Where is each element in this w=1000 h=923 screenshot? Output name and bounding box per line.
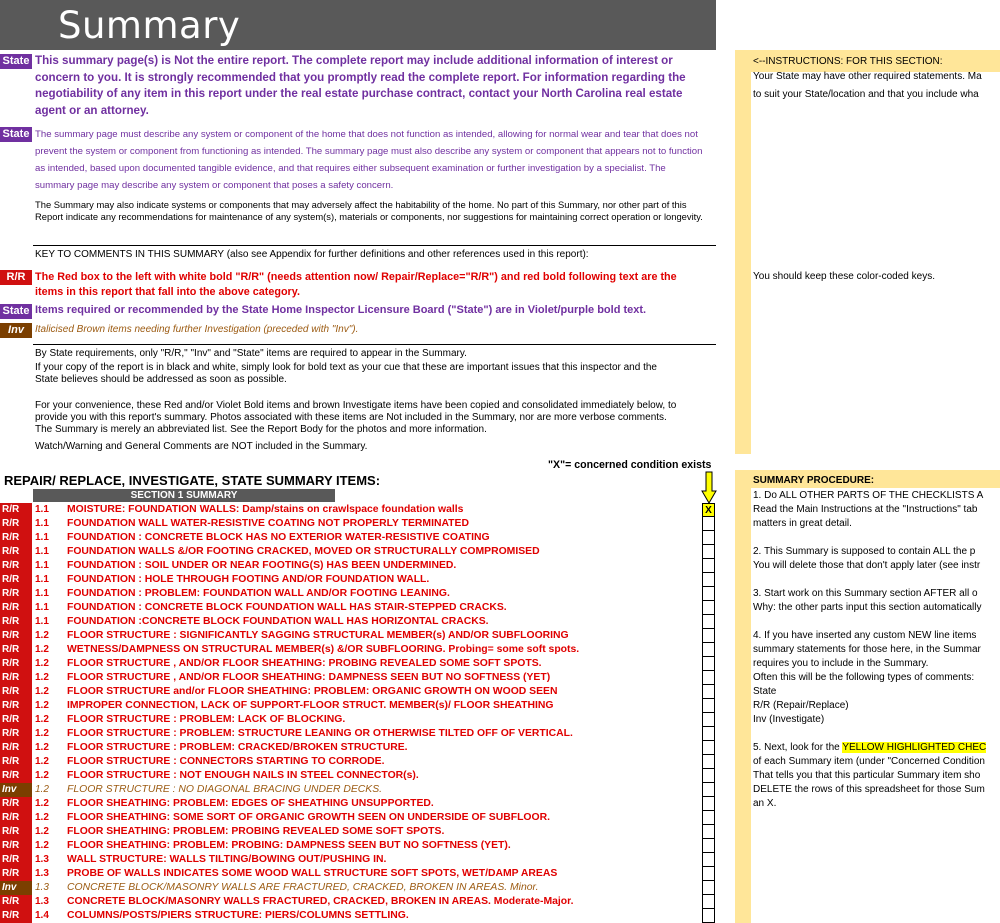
state-requirements: By State requirements, only "R/R," "Inv" and "State" items are required to appear in the Summary.: [35, 348, 467, 359]
row-section-number: 1.2: [35, 672, 49, 683]
row-text: FLOOR STRUCTURE , AND/OR FLOOR SHEATHING: PROBING REVEALED SOME SOFT SPOTS.: [67, 658, 542, 669]
row-section-number: 1.1: [35, 546, 49, 557]
row-text: FOUNDATION : PROBLEM: FOUNDATION WALL AND/OR FOOTING LEANING.: [67, 588, 450, 599]
table-row: [0, 769, 720, 783]
row-tag: R/R: [0, 713, 32, 727]
table-row: [0, 867, 720, 881]
row-tag: R/R: [0, 909, 32, 923]
row-tag: R/R: [0, 797, 32, 811]
table-row: [0, 699, 720, 713]
row-section-number: 1.2: [35, 714, 49, 725]
procedure-line: You will delete those that don't apply later (see instr: [753, 560, 981, 571]
key-state: Items required or recommended by the State Home Inspector Licensure Board ("State") are in Violet/purple bold text.: [35, 304, 647, 316]
row-tag: R/R: [0, 587, 32, 601]
row-section-number: 1.1: [35, 616, 49, 627]
table-row: [0, 559, 720, 573]
instructions-line: to suit your State/location and that you include wha: [753, 89, 979, 100]
row-tag: R/R: [0, 517, 32, 531]
instructions-title: <--INSTRUCTIONS: FOR THIS SECTION:: [753, 56, 943, 67]
yellow-highlight: YELLOW HIGHLIGHTED CHEC: [842, 742, 987, 753]
row-section-number: 1.2: [35, 756, 49, 767]
row-tag: R/R: [0, 629, 32, 643]
row-tag: R/R: [0, 615, 32, 629]
table-row: [0, 825, 720, 839]
row-text: FOUNDATION : CONCRETE BLOCK FOUNDATION WALL HAS STAIR-STEPPED CRACKS.: [67, 602, 507, 613]
concern-checkbox[interactable]: [702, 517, 715, 531]
table-row: [0, 643, 720, 657]
concern-checkbox[interactable]: [702, 629, 715, 643]
row-text: FLOOR SHEATHING: PROBLEM: EDGES OF SHEATHING UNSUPPORTED.: [67, 798, 434, 809]
concern-checkbox[interactable]: [702, 853, 715, 867]
row-section-number: 1.2: [35, 784, 49, 795]
state-tag: State: [0, 304, 32, 319]
row-text: FLOOR STRUCTURE : PROBLEM: STRUCTURE LEANING OR OTHERWISE TILTED OFF OF VERTICAL.: [67, 728, 573, 739]
row-text: MOISTURE: FOUNDATION WALLS: Damp/stains on crawlspace foundation walls: [67, 504, 464, 515]
procedure-line: R/R (Repair/Replace): [753, 700, 849, 711]
x-legend: "X"= concerned condition exists: [548, 459, 712, 471]
row-tag: R/R: [0, 643, 32, 657]
row-section-number: 1.3: [35, 868, 49, 879]
row-text: FLOOR STRUCTURE : PROBLEM: CRACKED/BROKEN STRUCTURE.: [67, 742, 408, 753]
table-row: [0, 783, 720, 797]
row-text: FOUNDATION : CONCRETE BLOCK HAS NO EXTERIOR WATER-RESISTIVE COATING: [67, 532, 490, 543]
table-row: [0, 797, 720, 811]
row-tag: R/R: [0, 755, 32, 769]
summary-heading: REPAIR/ REPLACE, INVESTIGATE, STATE SUMMARY ITEMS:: [4, 473, 381, 488]
table-row: [0, 741, 720, 755]
row-text: FLOOR SHEATHING: PROBLEM: PROBING REVEALED SOME SOFT SPOTS.: [67, 826, 445, 837]
row-section-number: 1.3: [35, 854, 49, 865]
row-section-number: 1.1: [35, 602, 49, 613]
row-text: PROBE OF WALLS INDICATES SOME WOOD WALL STRUCTURE SOFT SPOTS, WET/DAMP AREAS: [67, 868, 558, 879]
row-tag: R/R: [0, 573, 32, 587]
row-section-number: 1.2: [35, 700, 49, 711]
divider: [33, 344, 716, 345]
procedure-line: an X.: [753, 798, 777, 809]
table-row: [0, 517, 720, 531]
table-row: [0, 713, 720, 727]
table-row: [0, 853, 720, 867]
concern-checkbox[interactable]: [702, 713, 715, 727]
row-tag: R/R: [0, 685, 32, 699]
state-tag: State: [0, 54, 32, 69]
concern-checkbox[interactable]: [702, 601, 715, 615]
row-text: FLOOR STRUCTURE : NOT ENOUGH NAILS IN STEEL CONNECTOR(s).: [67, 770, 419, 781]
procedure-line: of each Summary item (under "Concerned Condition: [753, 756, 985, 767]
procedure-line: [753, 741, 1000, 755]
key-inv: Italicised Brown items needing further Investigation (preceded with "Inv").: [35, 324, 359, 335]
concern-checkbox[interactable]: [702, 839, 715, 853]
row-section-number: 1.1: [35, 588, 49, 599]
row-text: FOUNDATION : HOLE THROUGH FOOTING AND/OR FOUNDATION WALL.: [67, 574, 430, 585]
procedure-line: requires you to include in the Summary.: [753, 658, 929, 669]
concern-checkbox[interactable]: [702, 741, 715, 755]
row-text: CONCRETE BLOCK/MASONRY WALLS FRACTURED, CRACKED, BROKEN IN AREAS. Moderate-Major.: [67, 896, 574, 907]
concern-checkbox[interactable]: [702, 615, 715, 629]
concern-checkbox[interactable]: [702, 881, 715, 895]
row-text: FOUNDATION WALL WATER-RESISTIVE COATING NOT PROPERLY TERMINATED: [67, 518, 469, 529]
row-tag: R/R: [0, 671, 32, 685]
row-section-number: 1.2: [35, 770, 49, 781]
row-text: WETNESS/DAMPNESS ON STRUCTURAL MEMBER(s) &/OR SUBFLOORING. Probing= some soft spots.: [67, 644, 580, 655]
concern-checkbox[interactable]: [702, 867, 715, 881]
inv-tag: Inv: [0, 323, 32, 338]
table-row: [0, 629, 720, 643]
concern-checkbox[interactable]: [702, 657, 715, 671]
table-row: [0, 881, 720, 895]
row-section-number: 1.1: [35, 518, 49, 529]
row-text: FLOOR STRUCTURE : CONNECTORS STARTING TO CORRODE.: [67, 756, 385, 767]
row-text: FLOOR STRUCTURE : PROBLEM: LACK OF BLOCKING.: [67, 714, 346, 725]
row-tag: R/R: [0, 741, 32, 755]
procedure-line: matters in great detail.: [753, 518, 852, 529]
row-tag: R/R: [0, 839, 32, 853]
title-bar: [0, 0, 716, 50]
table-row: [0, 657, 720, 671]
table-row: [0, 573, 720, 587]
concern-checkbox[interactable]: [702, 685, 715, 699]
concern-checkbox[interactable]: [702, 783, 715, 797]
row-text: FLOOR SHEATHING: PROBLEM: PROBING: DAMPNESS SEEN BUT NO SOFTNESS (YET).: [67, 840, 511, 851]
table-row: [0, 671, 720, 685]
table-row: [0, 685, 720, 699]
procedure-line: Why: the other parts input this section automatically: [753, 602, 982, 613]
concern-checkbox[interactable]: [702, 895, 715, 909]
procedure-line: That tells you that this particular Summary item sho: [753, 770, 981, 781]
table-row: [0, 503, 720, 517]
row-section-number: 1.2: [35, 630, 49, 641]
row-tag: R/R: [0, 657, 32, 671]
row-section-number: 1.2: [35, 658, 49, 669]
procedure-line: 2. This Summary is supposed to contain ALL the p: [753, 546, 976, 557]
procedure-line-prefix: 5. Next, look for the: [753, 742, 843, 753]
row-tag: R/R: [0, 867, 32, 881]
row-tag: R/R: [0, 769, 32, 783]
row-section-number: 1.4: [35, 910, 49, 921]
concern-checkbox[interactable]: [702, 699, 715, 713]
row-tag: R/R: [0, 531, 32, 545]
down-arrow-icon: [701, 471, 717, 504]
row-section-number: 1.2: [35, 686, 49, 697]
row-section-number: 1.3: [35, 882, 49, 893]
procedure-line: Inv (Investigate): [753, 714, 825, 725]
rr-tag: R/R: [0, 270, 32, 285]
row-section-number: 1.1: [35, 532, 49, 543]
concern-checkbox[interactable]: [702, 671, 715, 685]
row-text: WALL STRUCTURE: WALLS TILTING/BOWING OUT/PUSHING IN.: [67, 854, 387, 865]
row-text: COLUMNS/POSTS/PIERS STRUCTURE: PIERS/COLUMNS SETTLING.: [67, 910, 409, 921]
row-text: CONCRETE BLOCK/MASONRY WALLS ARE FRACTURED, CRACKED, BROKEN IN AREAS. Minor.: [67, 882, 539, 893]
row-tag: R/R: [0, 559, 32, 573]
row-text: FLOOR SHEATHING: SOME SORT OF ORGANIC GROWTH SEEN ON UNDERSIDE OF SUBFLOOR.: [67, 812, 550, 823]
row-tag: R/R: [0, 545, 32, 559]
bw-copy-note: If your copy of the report is in black and white, simply look for bold text as your cue that these are important issues that this inspector and the State believes should be addressed as soon as possible.: [35, 362, 657, 385]
table-row: [0, 601, 720, 615]
watch-warning-note: Watch/Warning and General Comments are NOT included in the Summary.: [35, 441, 368, 452]
table-row: [0, 727, 720, 741]
procedure-line: 4. If you have inserted any custom NEW line items: [753, 630, 977, 641]
row-tag: Inv: [0, 881, 32, 895]
table-row: [0, 895, 720, 909]
intro-state-requirement: The summary page must describe any system or component of the home that does not function as intended, allowing for normal wear and tear that does not prevent the system or component from functioning as intended. The summary page must also describe any system or component that appears not to function as intended, based upon documented tangible evidence, and that requires either subsequent examination or further investigation by a specialist. The summary page may describe any system or component that poses a safety concern.: [35, 129, 703, 191]
procedure-line: Read the Main Instructions at the "Instructions" tab: [753, 504, 978, 515]
concern-checkbox[interactable]: X: [702, 503, 715, 517]
concern-checkbox[interactable]: [702, 769, 715, 783]
concern-checkbox[interactable]: [702, 643, 715, 657]
procedure-line: Often this will be the following types of comments:: [753, 672, 975, 683]
row-section-number: 1.3: [35, 896, 49, 907]
table-row: [0, 615, 720, 629]
intro-habitability: The Summary may also indicate systems or components that may adversely affect the habitability of the home. No part of this Summary, nor other part of this Report indicate any recommendations for maintenance of any system(s), materials or components, nor suggestions for maintaining correct operation or longevity.: [35, 199, 703, 222]
intro-notice: This summary page(s) is Not the entire report. The complete report may include additional information of interest or concern to you. It is strongly recommended that you promptly read the complete report. For information regarding the negotiability of any item in this report under the real estate purchase contract, contact your North Carolina real estate agent or an attorney.: [35, 54, 686, 117]
procedure-title: SUMMARY PROCEDURE:: [753, 475, 875, 486]
section-bar: SECTION 1 SUMMARY: [33, 489, 335, 502]
concern-checkbox[interactable]: [702, 531, 715, 545]
concern-checkbox[interactable]: [702, 727, 715, 741]
procedure-line: DELETE the rows of this spreadsheet for those Sum: [753, 784, 985, 795]
concern-checkbox[interactable]: [702, 545, 715, 559]
row-section-number: 1.2: [35, 798, 49, 809]
procedure-line: 3. Start work on this Summary section AFTER all o: [753, 588, 978, 599]
table-row: [0, 811, 720, 825]
row-text: IMPROPER CONNECTION, LACK OF SUPPORT-FLOOR STRUCT. MEMBER(s)/ FLOOR SHEATHING: [67, 700, 554, 711]
table-row: [0, 755, 720, 769]
row-tag: R/R: [0, 503, 32, 517]
concern-checkbox[interactable]: [702, 587, 715, 601]
row-tag: R/R: [0, 825, 32, 839]
concern-checkbox[interactable]: [702, 559, 715, 573]
row-tag: R/R: [0, 699, 32, 713]
table-row: [0, 839, 720, 853]
keep-keys-note: You should keep these color-coded keys.: [753, 271, 935, 282]
side-yellow-bar: [735, 50, 751, 454]
row-text: FLOOR STRUCTURE : NO DIAGONAL BRACING UNDER DECKS.: [67, 784, 383, 795]
concern-checkbox[interactable]: [702, 797, 715, 811]
table-row: [0, 587, 720, 601]
page-title: Summary: [58, 4, 241, 47]
row-text: FOUNDATION WALLS &/OR FOOTING CRACKED, MOVED OR STRUCTURALLY COMPROMISED: [67, 546, 540, 557]
row-section-number: 1.2: [35, 742, 49, 753]
concern-checkbox[interactable]: [702, 755, 715, 769]
key-heading: KEY TO COMMENTS IN THIS SUMMARY (also see Appendix for further definitions and other references used in this report):: [35, 249, 589, 260]
table-row: [0, 545, 720, 559]
row-text: FOUNDATION : SOIL UNDER OR NEAR FOOTING(S) HAS BEEN UNDERMINED.: [67, 560, 457, 571]
row-tag: R/R: [0, 853, 32, 867]
row-text: FOUNDATION :CONCRETE BLOCK FOUNDATION WALL HAS HORIZONTAL CRACKS.: [67, 616, 489, 627]
row-section-number: 1.2: [35, 840, 49, 851]
procedure-line: summary statements for those here, in the Summar: [753, 644, 981, 655]
instructions-line: Your State may have other required statements. Ma: [753, 71, 982, 82]
row-section-number: 1.2: [35, 644, 49, 655]
key-rr: The Red box to the left with white bold "R/R" (needs attention now/ Repair/Replace="R/R") and red bold following text are the items in this report that fall into the above category.: [35, 271, 677, 298]
divider: [33, 245, 716, 246]
row-tag: R/R: [0, 811, 32, 825]
row-tag: R/R: [0, 727, 32, 741]
row-section-number: 1.1: [35, 574, 49, 585]
concern-checkbox[interactable]: [702, 825, 715, 839]
row-text: FLOOR STRUCTURE , AND/OR FLOOR SHEATHING: DAMPNESS SEEN BUT NO SOFTNESS (YET): [67, 672, 551, 683]
convenience-note: For your convenience, these Red and/or Violet Bold items and brown Investigate items have been copied and consolidated immediately below, to provide you with this report's summary. Photos associated with these items are Not included in the Summary, nor are more verbose comments. The Summary is merely an abbreviated list. See the Report Body for the photos and more information.: [35, 400, 677, 435]
row-section-number: 1.1: [35, 560, 49, 571]
concern-checkbox[interactable]: [702, 573, 715, 587]
procedure-line: State: [753, 686, 777, 697]
concern-checkbox[interactable]: [702, 811, 715, 825]
row-text: FLOOR STRUCTURE and/or FLOOR SHEATHING: PROBLEM: ORGANIC GROWTH ON WOOD SEEN: [67, 686, 558, 697]
row-tag: R/R: [0, 601, 32, 615]
row-tag: Inv: [0, 783, 32, 797]
row-section-number: 1.1: [35, 504, 49, 515]
row-text: FLOOR STRUCTURE : SIGNIFICANTLY SAGGING STRUCTURAL MEMBER(s) AND/OR SUBFLOORING: [67, 630, 569, 641]
table-row: [0, 531, 720, 545]
concern-checkbox[interactable]: [702, 909, 715, 923]
procedure-line: 1. Do ALL OTHER PARTS OF THE CHECKLISTS A: [753, 490, 984, 501]
row-section-number: 1.2: [35, 728, 49, 739]
side-yellow-bar: [735, 470, 751, 923]
state-tag: State: [0, 127, 32, 142]
row-section-number: 1.2: [35, 812, 49, 823]
row-section-number: 1.2: [35, 826, 49, 837]
row-tag: R/R: [0, 895, 32, 909]
table-row: [0, 909, 720, 923]
